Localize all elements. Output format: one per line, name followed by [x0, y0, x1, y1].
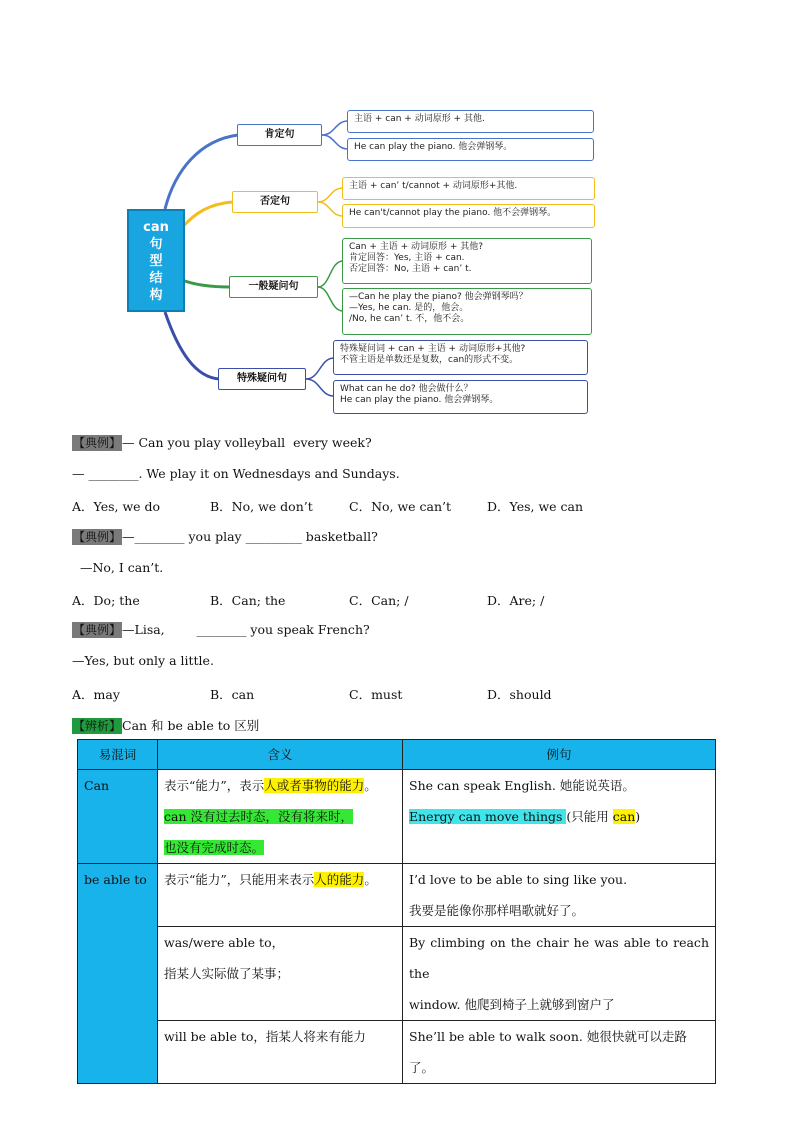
- table-row-be-able-to: [78, 864, 716, 927]
- example-2-response: —No, I can’t.: [72, 560, 164, 575]
- example-cell: By climbing on the chair he was able to reach the window. 他爬到椅子上就够到窗户了: [403, 927, 716, 1021]
- leaf-connector: [322, 121, 348, 135]
- question-text: —________ you play _________ basketball?: [122, 529, 378, 544]
- table-row-can: [78, 770, 716, 864]
- comparison-table: [77, 739, 716, 1084]
- leaf-connector: [306, 358, 334, 379]
- leaf-connector: [318, 287, 343, 311]
- option-d[interactable]: D．should: [487, 687, 552, 702]
- affirmative-structure: 主语 + can + 动词原形 + 其他.: [347, 110, 594, 133]
- branch-negative: 否定句: [232, 191, 318, 213]
- analysis-heading: [72, 716, 259, 734]
- connector-negative: [180, 202, 232, 230]
- branch-general-question: 一般疑问句: [229, 276, 318, 298]
- word-cell: be able to: [78, 864, 158, 1084]
- word-cell: Can: [78, 770, 158, 864]
- table-row-future: [78, 1021, 716, 1084]
- special-question-example: What can he do? 他会做什么？ He can play the piano. 他会弹钢琴。: [333, 380, 588, 414]
- table-row-past: [78, 927, 716, 1021]
- connector-question: [182, 280, 230, 287]
- example-1-response: — ________. We play it on Wednesdays and Sundays.: [72, 466, 400, 481]
- mindmap-center: [127, 209, 185, 312]
- option-b[interactable]: B．No, we don’t: [210, 499, 313, 514]
- example-cell: She can speak English. 她能说英语。 Energy can move things (只能用 can): [403, 770, 716, 864]
- question-text: —Lisa, ________ you speak French?: [122, 622, 370, 637]
- column-header: 含义: [158, 740, 403, 770]
- center-char: 型: [149, 254, 163, 269]
- leaf-connector: [318, 261, 343, 287]
- general-question-structure: Can + 主语 + 动词原形 + 其他? 肯定回答：Yes, 主语 + can. 否定回答：No, 主语 + can’ t.: [342, 238, 592, 284]
- leaf-connector: [322, 135, 348, 149]
- option-c[interactable]: C．must: [349, 687, 403, 702]
- option-c[interactable]: C．No, we can’t: [349, 499, 452, 514]
- affirmative-example: He can play the piano. 他会弹钢琴。: [347, 138, 594, 161]
- meaning-cell: was/were able to， 指某人实际做了某事；: [158, 927, 403, 1021]
- option-a[interactable]: A．Yes, we do: [72, 499, 161, 514]
- example-3-question: [72, 622, 370, 638]
- example-tag: 【典例】: [73, 436, 122, 450]
- general-question-example: —Can he play the piano? 他会弹钢琴吗？ —Yes, he can. 是的，他会。 /No, he can’ t. 不，他不会。: [342, 288, 592, 335]
- example-3-response: —Yes, but only a little.: [72, 653, 214, 668]
- example-cell: I’d love to be able to sing like you. 我要是能像你那样唱歌就好了。: [403, 864, 716, 927]
- leaf-connector: [318, 202, 343, 216]
- meaning-cell: will be able to，指某人将来有能力: [158, 1021, 403, 1084]
- center-char: 构: [149, 288, 163, 303]
- option-a[interactable]: A．Do; the: [72, 593, 140, 608]
- column-header: 易混词: [78, 740, 158, 770]
- example-cell: She’ll be able to walk soon. 她很快就可以走路了。: [403, 1021, 716, 1084]
- leaf-connector: [306, 379, 334, 396]
- option-a[interactable]: A．may: [72, 687, 120, 702]
- branch-affirmative: 肯定句: [237, 124, 322, 146]
- option-d[interactable]: D．Are; /: [487, 593, 545, 608]
- meaning-cell: 表示“能力”，只能用来表示人的能力。: [158, 864, 403, 927]
- option-d[interactable]: D．Yes, we can: [487, 499, 584, 514]
- special-question-structure: 特殊疑问词 + can + 主语 + 动词原形+其他? 不管主语是单数还是复数，can的形式不变。: [333, 340, 588, 375]
- column-header: 例句: [403, 740, 716, 770]
- leaf-connector: [318, 188, 343, 202]
- example-2-question: [72, 529, 378, 545]
- connector-special: [165, 312, 220, 379]
- table-header-row: [78, 740, 716, 770]
- analysis-tag: 【辨析】: [73, 719, 122, 733]
- example-tag: 【典例】: [73, 623, 122, 637]
- option-c[interactable]: C．Can; /: [349, 593, 409, 608]
- meaning-cell: 表示“能力”，表示人或者事物的能力。 can 没有过去时态，没有将来时， 也没有完成时态。: [158, 770, 403, 864]
- center-char: 结: [149, 271, 163, 286]
- connector-affirmative: [165, 135, 238, 209]
- example-tag: 【典例】: [73, 530, 122, 544]
- negative-example: He can't/cannot play the piano. 他不会弹钢琴。: [342, 204, 595, 228]
- option-b[interactable]: B．Can; the: [210, 593, 286, 608]
- question-text: — Can you play volleyball every week?: [122, 435, 372, 450]
- center-char: 句: [149, 237, 163, 252]
- negative-structure: 主语 + can’ t/cannot + 动词原形+其他.: [342, 177, 595, 200]
- analysis-title: Can 和 be able to 区别: [122, 718, 260, 733]
- center-word: can: [143, 220, 169, 235]
- option-b[interactable]: B．can: [210, 687, 255, 702]
- branch-special-question: 特殊疑问句: [218, 368, 306, 390]
- example-1-question: [72, 435, 372, 451]
